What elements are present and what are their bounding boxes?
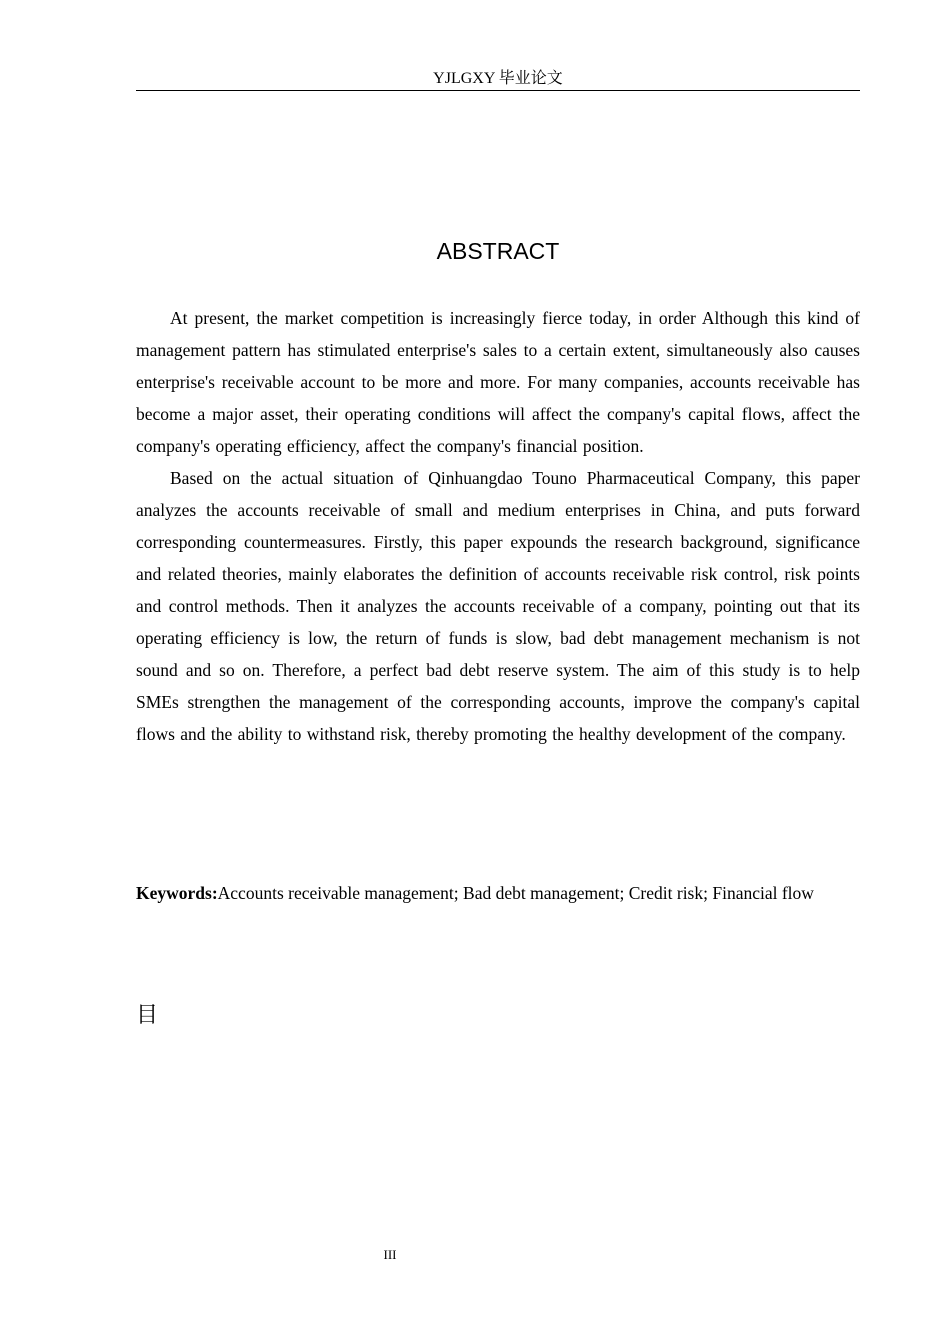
abstract-title: ABSTRACT bbox=[436, 238, 560, 264]
abstract-paragraph-2: Based on the actual situation of Qinhuangdao Touno Pharmaceutical Company, this paper analyzes the accounts receivable of small and medium enterprises in China, and puts forward corresponding countermeasures. Firstly, this paper expounds the research background, significance and related theories, mainly elaborates the definition of accounts receivable risk control, risk points and control methods. Then it analyzes the accounts receivable of a company, pointing out that its operating efficiency is low, the return of funds is slow, bad debt management mechanism is not sound and so on. Therefore, a perfect bad debt reserve system. The aim of this study is to help SMEs strengthen the management of the corresponding accounts, improve the company's capital flows and the ability to withstand risk, thereby promoting the healthy development of the company. bbox=[136, 468, 860, 744]
page-number: III bbox=[383, 1247, 397, 1262]
keywords-text: Accounts receivable management; Bad debt management; Credit risk; Financial flow bbox=[217, 883, 814, 903]
toc-heading: 目 bbox=[136, 1003, 159, 1028]
abstract-body bbox=[136, 302, 860, 750]
abstract-paragraph-1: At present, the market competition is increasingly fierce today, in order Although this kind of management pattern has stimulated enterprise's sales to a certain extent, simultaneously also causes enterprise's receivable account to be more and more. For many companies, accounts receivable has become a major asset, their operating conditions will affect the company's capital flows, affect the company's operating efficiency, affect the company's financial position. bbox=[136, 308, 860, 456]
keywords-line bbox=[136, 877, 860, 909]
running-header bbox=[136, 68, 860, 91]
keywords-label: Keywords: bbox=[136, 883, 218, 903]
running-header-title: YJLGXY 毕业论文 bbox=[433, 70, 563, 87]
